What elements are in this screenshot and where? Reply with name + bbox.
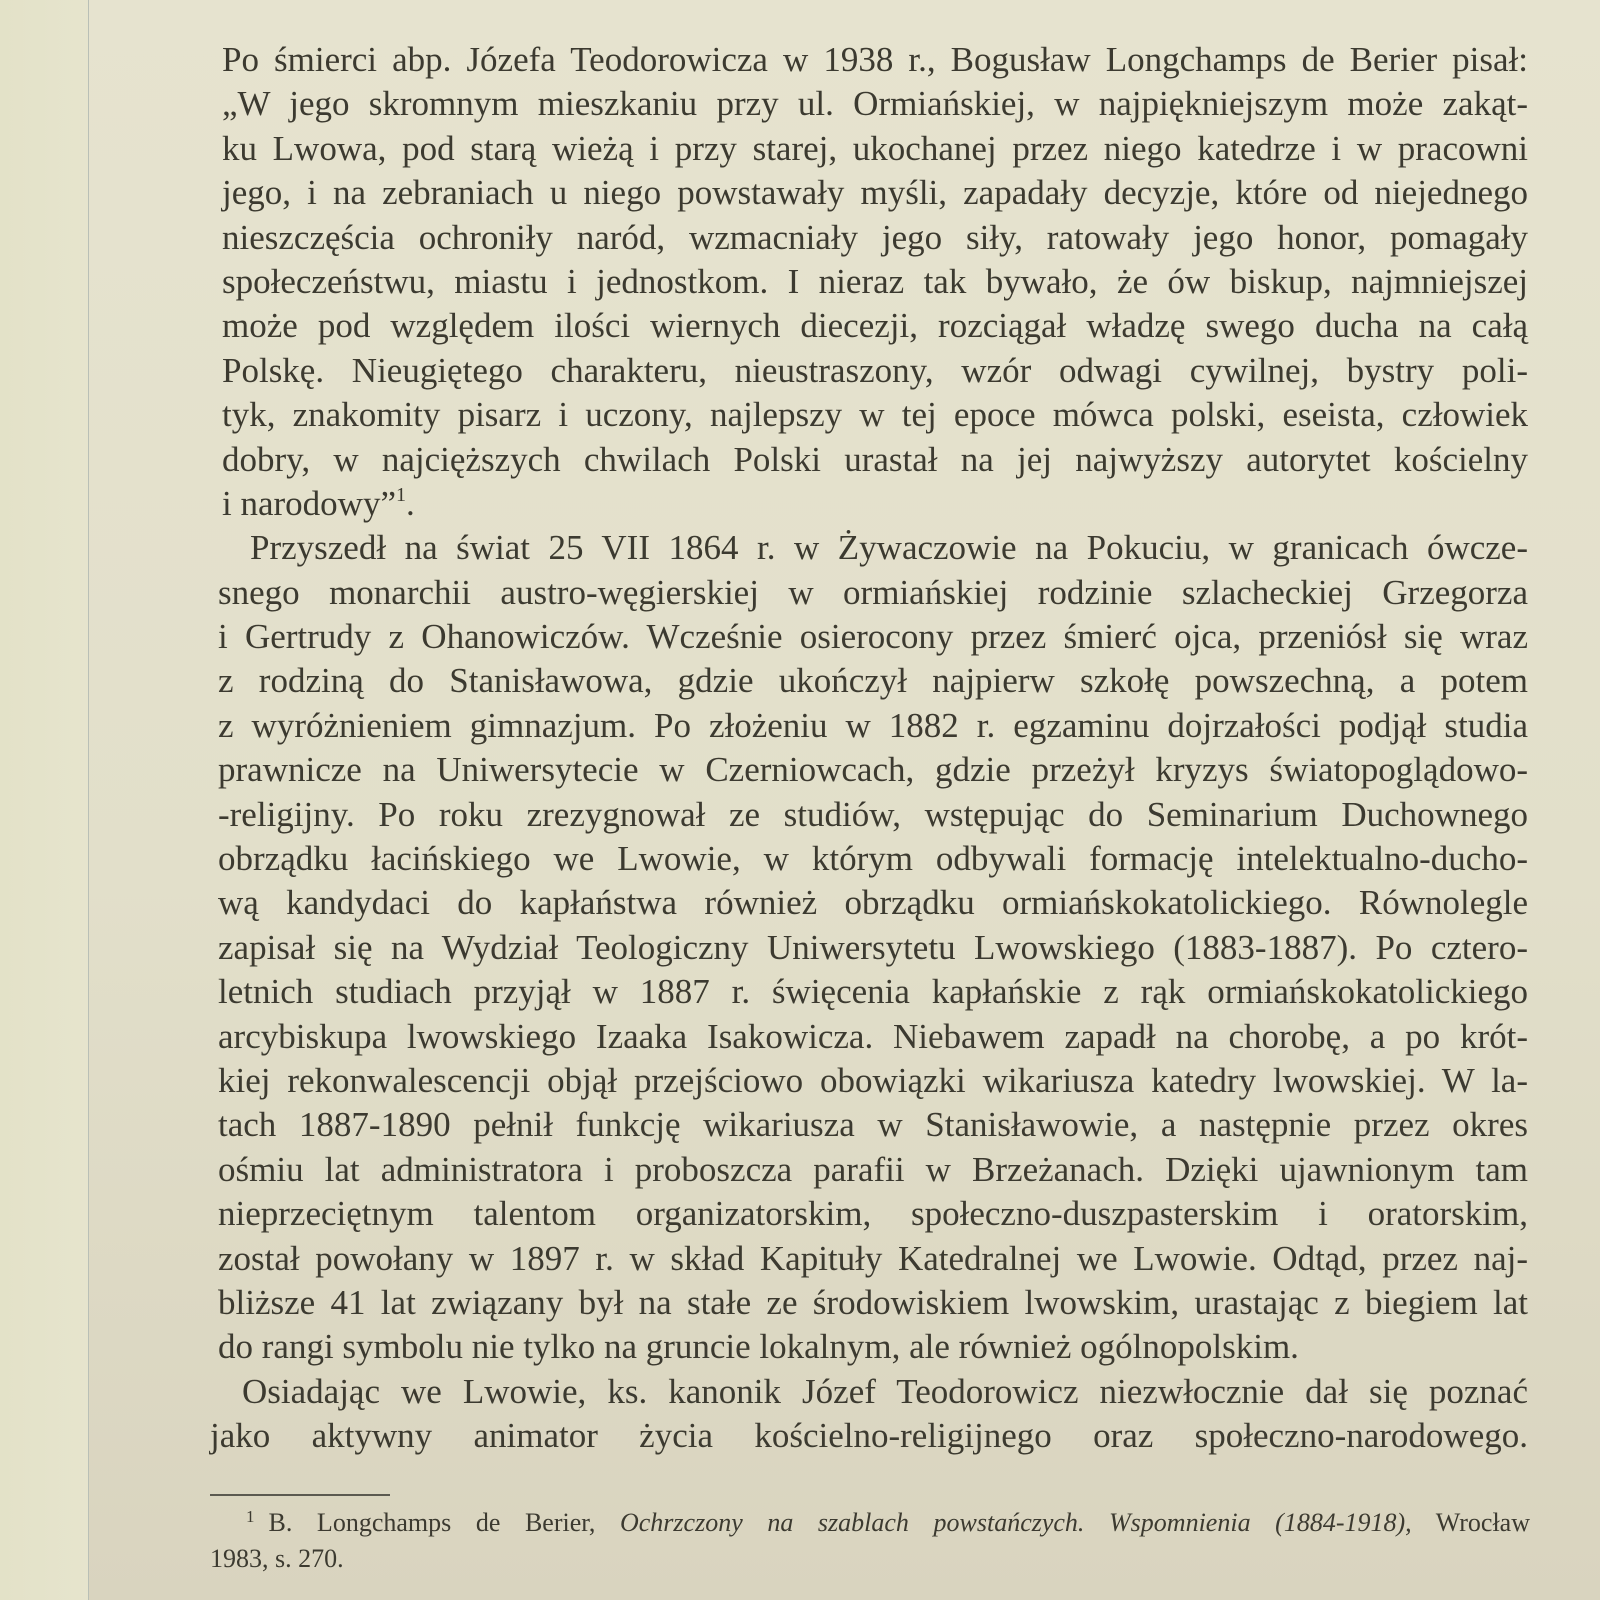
text-line: Polskę. Nieugiętego charakteru, nieustraszony, wzór odwagi cywilnej, bystry poli- <box>222 350 1528 390</box>
previous-page-edge <box>0 0 88 1600</box>
text-line: został powołany w 1897 r. w skład Kapituły Katedralnej we Lwowie. Odtąd, przez naj- <box>218 1238 1528 1278</box>
footnote-reference[interactable]: 1 <box>395 483 406 506</box>
text-line: nieprzeciętnym talentom organizatorskim, społeczno-duszpasterskim i oratorskim, <box>218 1194 1528 1234</box>
text-line: Osiadając we Lwowie, ks. kanonik Józef Teodorowicz niezwłocznie dał się poznać <box>242 1371 1528 1411</box>
quote-end: i narodowy” <box>222 483 396 523</box>
text-line: może pod względem ilości wiernych diecezji, rozciągał władzę swego ducha na całą <box>222 306 1528 346</box>
text-line: Przyszedł na świat 25 VII 1864 r. w Żywaczowie na Pokuciu, w granicach ówcze- <box>250 528 1528 568</box>
text-line: „W jego skromnym mieszkaniu przy ul. Ormiańskiej, w najpiękniejszym może zakąt- <box>222 84 1528 124</box>
text-line: ku Lwowa, pod starą wieżą i przy starej, ukochanej przez niego katedrze i w pracowni <box>222 128 1528 168</box>
text-line: zapisał się na Wydział Teologiczny Uniwersytetu Lwowskiego (1883-1887). Po cztero- <box>218 927 1528 967</box>
text-line: tach 1887-1890 pełnił funkcję wikariusza w Stanisławowie, a następnie przez okres <box>218 1105 1528 1145</box>
text-line: nieszczęścia ochroniły naród, wzmacniały jego siły, ratowały jego honor, pomagały <box>222 217 1528 257</box>
footnote-number: 1 <box>246 1507 255 1526</box>
text-line: Po śmierci abp. Józefa Teodorowicza w 1938 r., Bogusław Longchamps de Berier pisał: <box>222 40 1528 79</box>
text-line: -religijny. Po roku zrezygnował ze studiów, wstępując do Seminarium Duchownego <box>218 794 1528 834</box>
footnote-line <box>210 1505 1530 1541</box>
footnote-author: B. Longchamps de Berier, <box>268 1508 596 1537</box>
text-line: do rangi symbolu nie tylko na gruncie lokalnym, ale również ogólnopolskim. <box>218 1327 1299 1367</box>
footnote-title: Ochrzczony na szablach powstańczych. Wspomnienia (1884-1918), <box>619 1508 1412 1537</box>
text-line: wą kandydaci do kapłaństwa również obrządku ormiańskokatolickiego. Równolegle <box>218 883 1528 923</box>
text-line <box>222 482 1528 526</box>
footnote-separator <box>210 1494 390 1496</box>
text-line: dobry, w najcięższych chwilach Polski urastał na jej najwyższy autorytet kościelny <box>222 439 1528 479</box>
body-text <box>210 38 1528 1459</box>
footnote <box>210 1505 1530 1577</box>
text-line: bliższe 41 lat związany był na stałe ze środowiskiem lwowskim, urastając z biegiem lat <box>218 1282 1528 1322</box>
text-line: obrządku łacińskiego we Lwowie, w którym odbywali formację intelektualno-ducho- <box>218 839 1528 879</box>
text-line: jego, i na zebraniach u niego powstawały myśli, zapadały decyzje, które od niejednego <box>222 173 1528 213</box>
footnote-place: Wrocław <box>1435 1508 1531 1537</box>
text-line: snego monarchii austro-węgierskiej w ormiańskiej rodzinie szlacheckiej Grzegorza <box>218 572 1528 612</box>
text-line: arcybiskupa lwowskiego Izaaka Isakowicza. Niebawem zapadł na chorobę, a po krót- <box>218 1016 1528 1056</box>
text-line: prawnicze na Uniwersytecie w Czerniowcach, gdzie przeżył kryzys światopoglądowo- <box>218 750 1528 790</box>
text-line: społeczeństwu, miastu i jednostkom. I nieraz tak bywało, że ów biskup, najmniejszej <box>222 261 1528 301</box>
paragraph-3 <box>210 1370 1528 1459</box>
sentence-end: . <box>405 483 415 523</box>
text-line: tyk, znakomity pisarz i uczony, najlepszy w tej epoce mówca polski, eseista, człowiek <box>222 395 1528 435</box>
text-line: i Gertrudy z Ohanowiczów. Wcześnie osierocony przez śmierć ojca, przeniósł się wraz <box>218 617 1528 657</box>
paragraph-1 <box>222 38 1528 526</box>
text-line: z wyróżnieniem gimnazjum. Po złożeniu w 1882 r. egzaminu dojrzałości podjął studia <box>218 705 1528 745</box>
text-line: jako aktywny animator życia kościelno-religijnego oraz społeczno-narodowego. <box>210 1416 1528 1456</box>
footnote-line: 1983, s. 270. <box>210 1544 344 1573</box>
paragraph-2 <box>218 526 1528 1369</box>
text-line: z rodziną do Stanisławowa, gdzie ukończył najpierw szkołę powszechną, a potem <box>218 661 1528 701</box>
text-line: ośmiu lat administratora i proboszcza parafii w Brzeżanach. Dzięki ujawnionym tam <box>218 1149 1528 1189</box>
text-line: kiej rekonwalescencji objął przejściowo obowiązki wikariusza katedry lwowskiej. W la- <box>218 1060 1528 1100</box>
text-line: letnich studiach przyjął w 1887 r. święcenia kapłańskie z rąk ormiańskokatolickiego <box>218 972 1528 1012</box>
